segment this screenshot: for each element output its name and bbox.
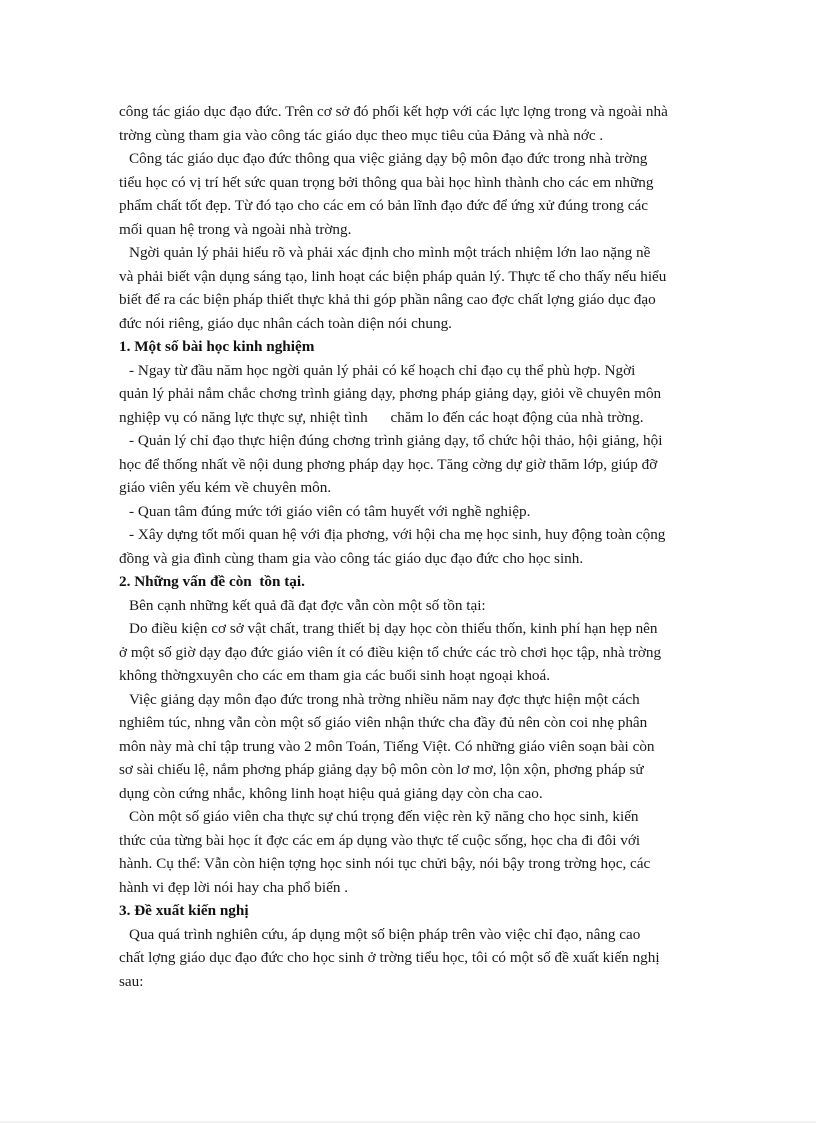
section-heading-issues: 2. Những vấn đề còn tồn tại. (119, 573, 305, 590)
paragraph-line: học để thống nhất về nội dung phơng pháp dạy học. Tăng cờng dự giờ thăm lớp, giúp đỡ (119, 455, 658, 473)
paragraph-line: Do điều kiện cơ sở vật chất, trang thiết bị dạy học còn thiếu thốn, kinh phí hạn hẹp nên (129, 620, 658, 637)
paragraph-line: trờng cùng tham gia vào công tác giáo dục theo mục tiêu của Đảng và nhà nớc . (119, 126, 604, 144)
section-heading-recommendations: 3. Đề xuất kiến nghị (119, 902, 249, 919)
paragraph-line: - Ngay từ đầu năm học ngời quản lý phải có kế hoạch chỉ đạo cụ thể phù hợp. Ngời (129, 361, 636, 379)
paragraph-line: không thờngxuyên cho các em tham gia các buổi sinh hoạt ngoại khoá. (119, 667, 551, 684)
paragraph-line: biết để ra các biện pháp thiết thực khả thi góp phần nâng cao đợc chất lợng giáo dục đạo (119, 291, 656, 308)
paragraph-line: quản lý phải nắm chắc chơng trình giảng dạy, phơng pháp giảng dạy, giỏi về chuyên môn (119, 385, 662, 402)
paragraph-line: mối quan hệ trong và ngoài nhà trờng. (119, 220, 352, 238)
paragraph-line: dụng còn cứng nhắc, không linh hoạt hiệu quả giảng dạy còn cha cao. (119, 784, 543, 802)
paragraph-line: - Quản lý chỉ đạo thực hiện đúng chơng trình giảng dạy, tổ chức hội thảo, hội giảng, hội (129, 432, 663, 449)
paragraph-line: - Quan tâm đúng mức tới giáo viên có tâm huyết với nghề nghiệp. (129, 502, 531, 520)
paragraph-line: và phải biết vận dụng sáng tạo, linh hoạt các biện pháp quản lý. Thực tế cho thấy nếu hiểu (119, 267, 667, 285)
paragraph-line: ở một số giờ dạy đạo đức giáo viên ít có điều kiện tổ chức các trò chơi học tập, nhà trờng (119, 643, 662, 661)
paragraph-line: - Xây dựng tốt mối quan hệ với địa phơng, với hội cha mẹ học sinh, huy động toàn cộng (129, 526, 666, 543)
paragraph-line: Bên cạnh những kết quả đã đạt đợc vẫn còn một số tồn tại: (129, 596, 486, 614)
paragraph-line: nghiêm túc, nhng vẫn còn một số giáo viên nhận thức cha đầy đủ nên còn coi nhẹ phân (119, 714, 648, 731)
paragraph-line: thức của từng bài học ít đợc các em áp dụng vào thực tế cuộc sống, học cha đi đôi với (119, 831, 641, 849)
paragraph-line: Ngời quản lý phải hiểu rõ và phải xác định cho mình một trách nhiệm lớn lao nặng nề (129, 244, 651, 261)
paragraph-line: Qua quá trình nghiên cứu, áp dụng một số biện pháp trên vào việc chỉ đạo, nâng cao (129, 925, 641, 943)
document-body (119, 100, 701, 993)
paragraph-line: đồng và gia đình cùng tham gia vào công tác giáo dục đạo đức cho học sinh. (119, 549, 584, 567)
paragraph-line: sau: (119, 972, 144, 990)
paragraph-line: công tác giáo dục đạo đức. Trên cơ sở đó phối kết hợp với các lực lợng trong và ngoài nhà (119, 103, 668, 120)
paragraph-line: Còn một số giáo viên cha thực sự chú trọng đến việc rèn kỹ năng cho học sinh, kiến (129, 808, 639, 825)
paragraph-line: hành. Cụ thể: Vẫn còn hiện tợng học sinh nói tục chửi bậy, nói bậy trong trờng học, các (119, 855, 651, 872)
paragraph-line: sơ sài chiếu lệ, nắm phơng pháp giảng dạy bộ môn còn lơ mơ, lộn xộn, phơng pháp sử (119, 761, 644, 778)
paragraph-line: Việc giảng dạy môn đạo đức trong nhà trờng nhiều năm nay đợc thực hiện một cách (129, 690, 640, 708)
paragraph-line: môn này mà chỉ tập trung vào 2 môn Toán, Tiếng Việt. Có những giáo viên soạn bài còn (119, 737, 655, 755)
paragraph-line: chất lợng giáo dục đạo đức cho học sinh ở trờng tiểu học, tôi có một số đề xuất kiến nghị (119, 949, 660, 966)
paragraph-line: hành vi đẹp lời nói hay cha phổ biến . (119, 878, 349, 896)
paragraph-line: nghiệp vụ có năng lực thực sự, nhiệt tình chăm lo đến các hoạt động của nhà trờng. (119, 408, 644, 426)
paragraph-line: Công tác giáo dục đạo đức thông qua việc giảng dạy bộ môn đạo đức trong nhà trờng (129, 150, 648, 167)
section-heading-lessons: 1. Một số bài học kinh nghiệm (119, 338, 315, 355)
paragraph-line: đức nói riêng, giáo dục nhân cách toàn diện nói chung. (119, 314, 452, 332)
paragraph-line: tiểu học có vị trí hết sức quan trọng bởi thông qua bài học hình thành cho các em những (119, 173, 654, 191)
paragraph-line: phẩm chất tốt đẹp. Từ đó tạo cho các em có bản lĩnh đạo đức để ứng xử đúng trong các (119, 197, 649, 214)
paragraph-line: giáo viên yếu kém về chuyên môn. (119, 479, 332, 496)
